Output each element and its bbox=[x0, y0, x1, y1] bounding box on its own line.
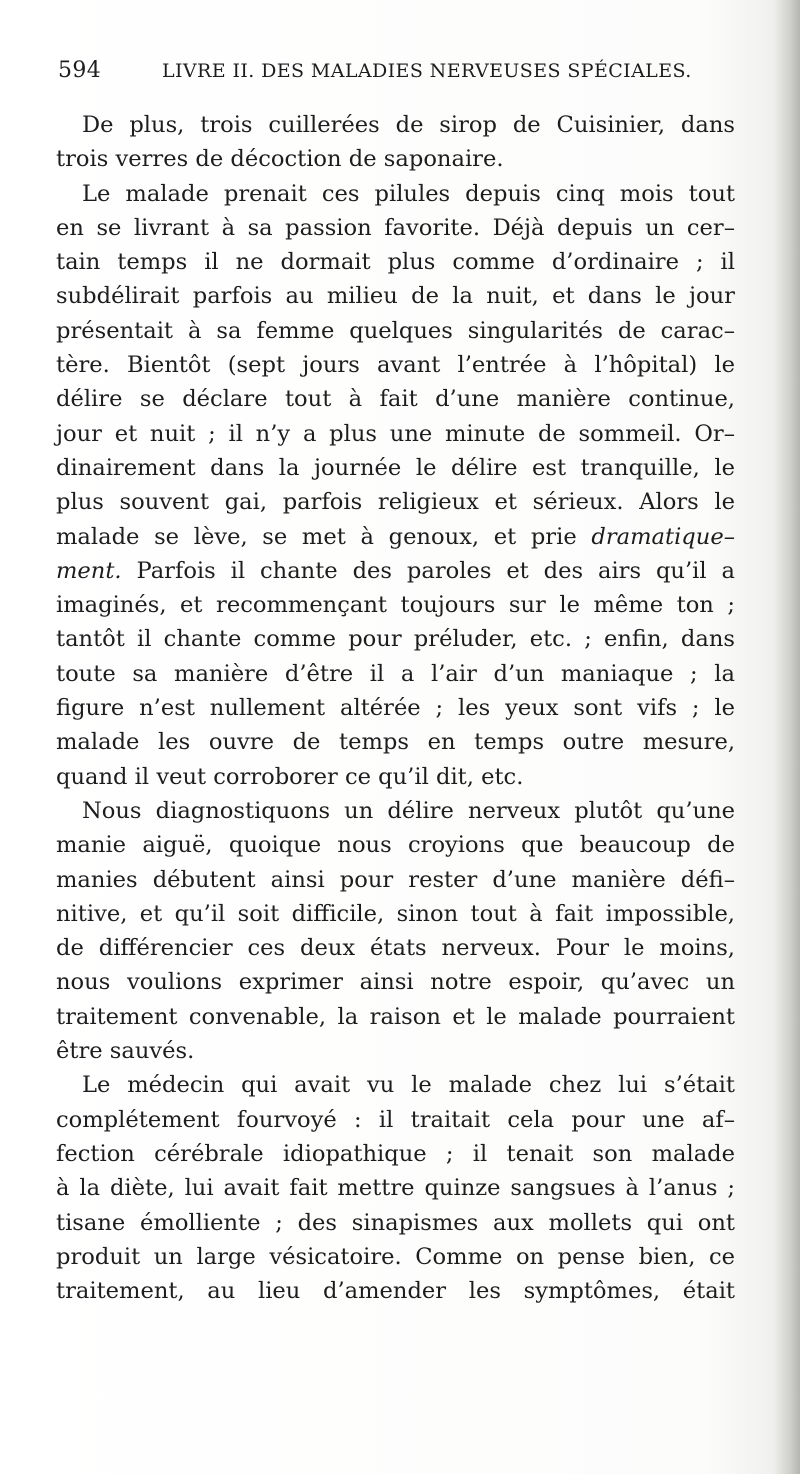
text-line: produit un large vésicatoire. Comme on pense bien, ce bbox=[56, 1243, 735, 1270]
running-head bbox=[58, 58, 718, 88]
text-line: toute sa manière d’être il a l’air d’un maniaque ; la bbox=[56, 660, 735, 687]
text-line: fection cérébrale idiopathique ; il tenait son malade bbox=[56, 1140, 735, 1167]
page-number: 594 bbox=[58, 58, 102, 83]
text-line: figure n’est nullement altérée ; les yeux sont vifs ; le bbox=[56, 695, 735, 722]
text-line: jour et nuit ; il n’y a plus une minute de sommeil. Or– bbox=[56, 420, 735, 447]
body-text bbox=[56, 108, 735, 1308]
line-text: Parfois il chante des paroles et des airs qu’il a bbox=[121, 557, 735, 584]
text-line: Nous diagnostiquons un délire nerveux plutôt qu’une bbox=[82, 797, 735, 824]
text-line: imaginés, et recommençant toujours sur le même ton ; bbox=[56, 592, 735, 619]
text-line: tisane émolliente ; des sinapismes aux mollets qui ont bbox=[56, 1209, 735, 1236]
text-line: traitement, au lieu d’amender les symptômes, était bbox=[56, 1278, 735, 1305]
line-text: malade se lève, se met à genoux, et prie bbox=[56, 523, 592, 550]
text-line: Le médecin qui avait vu le malade chez lui s’était bbox=[82, 1072, 735, 1099]
text-line: nitive, et qu’il soit difficile, sinon tout à fait impossible, bbox=[56, 900, 735, 927]
text-line: quand il veut corroborer ce qu’il dit, etc. bbox=[56, 763, 524, 790]
text-line: en se livrant à sa passion favorite. Déjà depuis un cer– bbox=[56, 214, 735, 241]
page-edge-shadow bbox=[774, 0, 800, 1474]
text-line: complétement fourvoyé : il traitait cela pour une af– bbox=[56, 1106, 735, 1133]
text-line: malade les ouvre de temps en temps outre mesure, bbox=[56, 729, 735, 756]
text-line: trois verres de décoction de saponaire. bbox=[56, 146, 504, 173]
text-line: De plus, trois cuillerées de sirop de Cuisinier, dans bbox=[82, 112, 735, 138]
text-line: manies débutent ainsi pour rester d’une manière défi– bbox=[56, 866, 735, 893]
text-line: Le malade prenait ces pilules depuis cinq mois tout bbox=[82, 180, 735, 207]
text-line: subdélirait parfois au milieu de la nuit, et dans le jour bbox=[56, 283, 735, 310]
italic-text: ment. bbox=[56, 557, 122, 584]
text-line: nous voulions exprimer ainsi notre espoir, qu’avec un bbox=[56, 969, 735, 996]
italic-text: dramatique– bbox=[591, 523, 735, 550]
text-line: tère. Bientôt (sept jours avant l’entrée à l’hôpital) le bbox=[56, 352, 735, 379]
running-head-title: LIVRE II. DES MALADIES NERVEUSES SPÉCIALES. bbox=[162, 60, 692, 82]
text-line: tain temps il ne dormait plus comme d’ordinaire ; il bbox=[56, 249, 735, 276]
text-line: plus souvent gai, parfois religieux et sérieux. Alors le bbox=[56, 489, 735, 516]
text-line: dinairement dans la journée le délire est tranquille, le bbox=[56, 454, 735, 481]
text-line: à la diète, lui avait fait mettre quinze sangsues à l’anus ; bbox=[56, 1175, 735, 1202]
text-line bbox=[56, 554, 735, 588]
text-line: de différencier ces deux états nerveux. Pour le moins, bbox=[56, 935, 735, 962]
text-line: traitement convenable, la raison et le malade pourraient bbox=[56, 1003, 735, 1030]
text-line: tantôt il chante comme pour préluder, etc. ; enfin, dans bbox=[56, 626, 735, 653]
text-line bbox=[56, 520, 735, 554]
text-line: être sauvés. bbox=[56, 1038, 195, 1065]
text-line: délire se déclare tout à fait d’une manière continue, bbox=[56, 386, 735, 413]
text-line: manie aiguë, quoique nous croyions que beaucoup de bbox=[56, 832, 735, 859]
text-line: présentait à sa femme quelques singularités de carac– bbox=[56, 317, 735, 344]
